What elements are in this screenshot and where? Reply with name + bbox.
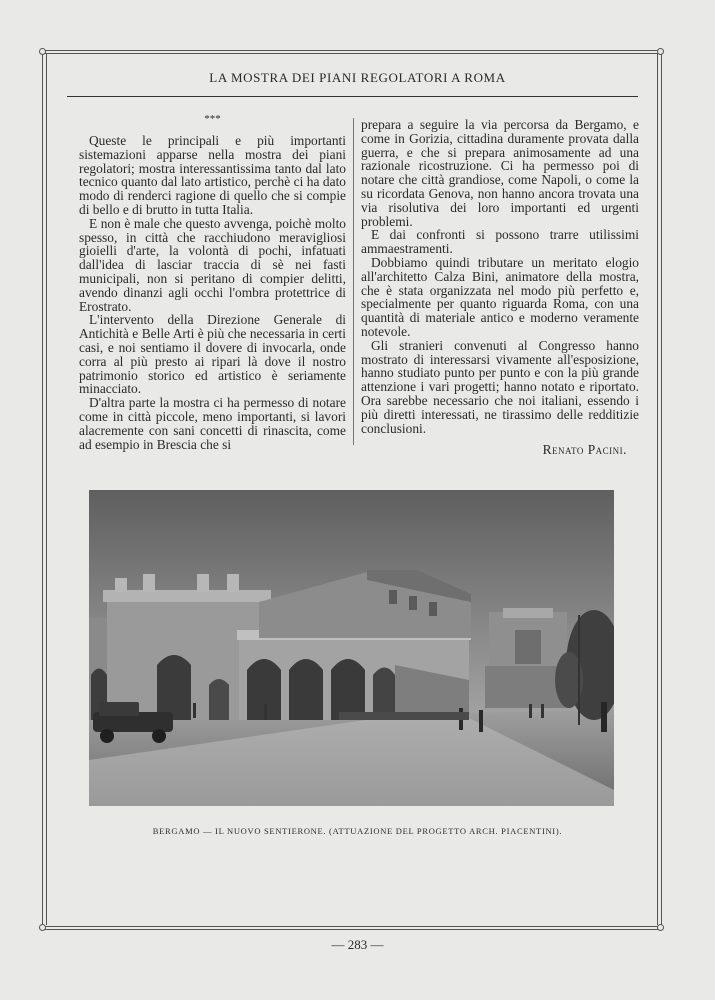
frame-top-rule [45,50,660,51]
paragraph: Gli stranieri convenuti al Congresso hanno mostrato di interessarsi vivamente all'esposizione, hanno studiato punto per punto e con la più grande attenzione i vari progetti; hanno notato e riportato. Ora sarebbe necessario che noi italiani, essendo i più diretti interessati, ne tirassimo delle redditizie conclusioni. [361,337,639,436]
column-divider [353,118,354,445]
photo-bergamo-sentierone [89,490,614,806]
frame-bottom-rule [45,926,660,927]
frame-corner-ornament [39,48,46,55]
article-left-column [79,113,346,451]
frame-right-rule [657,54,658,925]
paragraph: L'intervento della Direzione Generale di Antichità e Belle Arti è più che necessaria in certi casi, e noi sentiamo il dovere di invocarla, onde corra al più presto ai ripari là dove il nostro patrimonio storico ed artistico è seriamente minacciato. [79,312,346,397]
paragraph: E dai confronti si possono trarre utilissimi ammaestramenti. [361,227,639,257]
frame-bottom-rule-inner [45,929,660,930]
section-separator: *** [204,113,221,125]
paragraph: prepara a seguire la via percorsa da Bergamo, e come in Gorizia, cittadina duramente provata dalla guerra, e che si prepara animosamente ad una razionale ricostruzione. Ci ha permesso poi di notare che città grandiose, come Napoli, o come la su ricordata Genova, non hanno ancora trovata una via risolutiva dei loro importanti ed urgenti problemi. [361,117,639,229]
frame-left-rule [42,54,43,925]
frame-corner-ornament [39,924,46,931]
paragraph: Dobbiamo quindi tributare un meritato elogio all'architetto Calza Bini, animatore della mostra, che è stata organizzata nel modo più perfetto e, specialmente per quanto riguarda Roma, con una quantità di materiale antico e moderno veramente notevole. [361,254,639,339]
header-rule [67,96,638,97]
photo-caption: BERGAMO — IL NUOVO SENTIERONE. (ATTUAZIONE DEL PROGETTO ARCH. PIACENTINI). [152,826,563,836]
frame-corner-ornament [657,924,664,931]
paragraph: Queste le principali e più importanti sistemazioni apparse nella mostra dei piani regolatori; mostra interessantissima tanto dal lato tecnico quanto dal lato artistico, perchè ci ha dato modo di renderci ragione di quello che si compie di bello e di brutto in tutta Italia. [79,133,346,217]
article-right-column [361,118,639,471]
frame-left-rule-inner [46,54,47,925]
paragraph: E non è male che questo avvenga, poichè molto spesso, in città che racchiudono meravigliosi gioielli d'arte, la volontà di pochi, infatuati dall'idea di lasciar traccia di sè nei fasti municipali, non si peritano di compier delitti, avendo dinanzi agli occhi l'ombra protettrice di Erostrato. [79,215,346,314]
frame-right-rule-inner [661,54,662,925]
page-number: — 283 — [331,937,384,952]
author-signature: Renato Pacini. [542,442,627,458]
paragraph: D'altra parte la mostra ci ha permesso di notare come in città piccole, meno importanti, si lavori alacremente con sani concetti di rinascita, come ad esempio in Brescia che si [79,395,346,452]
frame-top-rule-inner [45,53,660,54]
running-header-title: LA MOSTRA DEI PIANI REGOLATORI A ROMA [209,70,506,85]
frame-corner-ornament [657,48,664,55]
